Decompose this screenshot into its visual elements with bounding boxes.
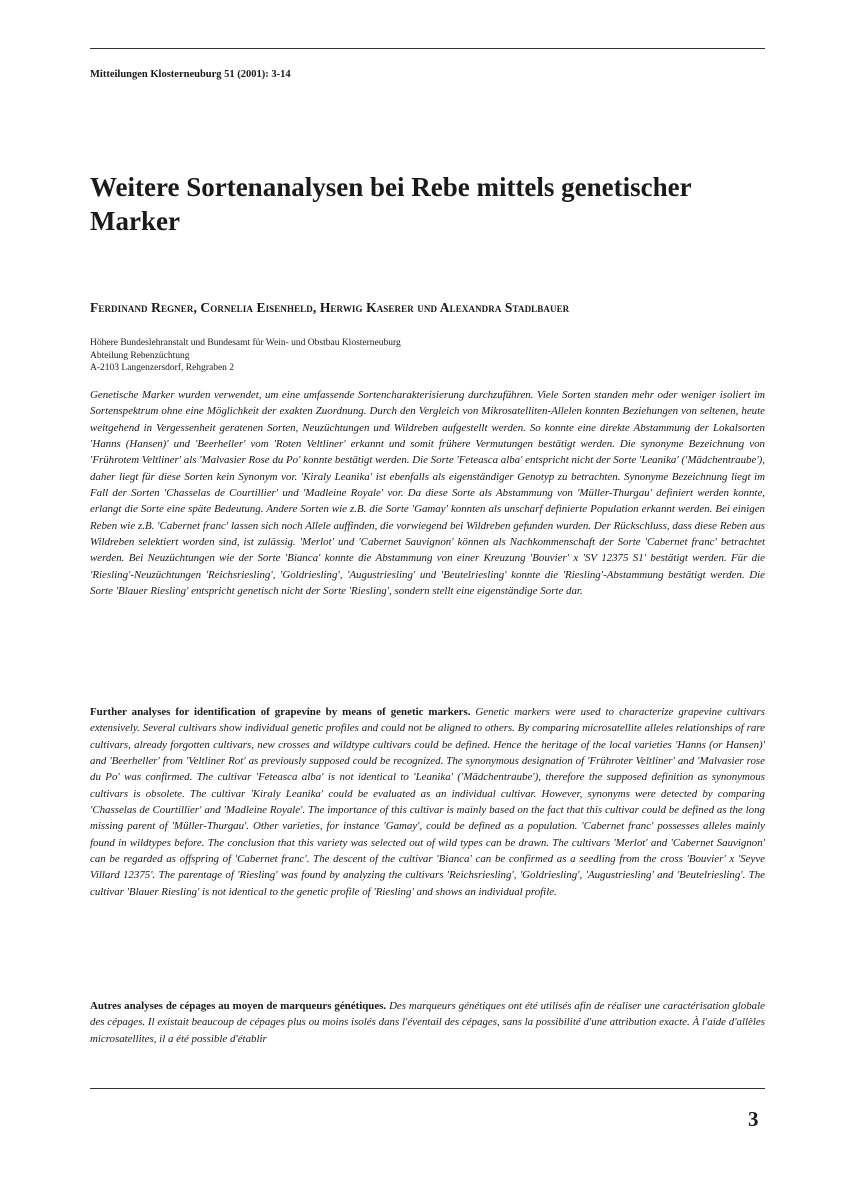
page-number: 3 (748, 1107, 759, 1131)
affiliation (90, 337, 401, 375)
article-title: Weitere Sortenanalysen bei Rebe mittels genetischer Marker (90, 172, 692, 236)
affiliation-institution: Höhere Bundeslehranstalt und Bundesamt für Wein- und Obstbau Klosterneuburg (90, 338, 401, 348)
abstract-english-heading: Further analyses for identification of grapevine by means of genetic markers. (90, 706, 471, 718)
affiliation-department: Abteilung Rebenzüchtung (90, 350, 190, 361)
abstract-english (90, 704, 765, 900)
abstract-german: Genetische Marker wurden verwendet, um eine umfassende Sortencharakterisierung durchzuführen. Viele Sorten standen mehr oder weniger isoliert im Sortenspektrum ohne eine Möglichkeit der exakten Zuordnung. Durch den Vergleich von Mikrosatelliten-Allelen konnten Beziehungen von seltenen, heute weitgehend in Vergessenheit geratenen Sorten, Neuzüchtungen und Wildreben aufgestellt werden. So konnte eine direkte Abstammung der Lokalsorten 'Hanns (Hansen)' und 'Beerheller' vom 'Roten Veltliner' erkannt und somit frühere Vermutungen bestätigt werden. Die synonyme Bezeichnung von 'Frührotem Veltliner' als 'Malvasier Rose du Po' konnte bestätigt werden. Die Sorte 'Feteasca alba' entspricht nicht der Sorte 'Leanika' ('Mädchentraube'), daher liegt für diese Sorten kein Synonym vor. 'Kiraly Leanika' ist ebenfalls als eigenständiger Genotyp zu betrachten. Synonyme Bezeichnung liegt im Fall der Sorten 'Chasselas de Courtillier' und 'Madleine Royale' vor. Da diese Sorte als Abstammung von 'Müller-Thurgau' definiert werden konnte, erlangt die Sorte eine späte Bedeutung. Andere Sorten wie z.B. die Sorte 'Gamay' konnten als unscharf definierte Population erkannt werden. Bei einigen Reben wie z.B. 'Cabernet franc' lassen sich noch Allele auffinden, die vorwiegend bei Wildreben gefunden wurden. Der Rückschluss, dass diese Reben aus Wildreben selektiert worden sind, ist zulässig. 'Merlot' und 'Cabernet Sauvignon' können als Nachkommenschaft der Sorte 'Cabernet franc' betrachtet werden. Bei Neuzüchtungen wie der Sorte 'Bianca' konnte die Abstammung von einer Kreuzung 'Bouvier' x 'SV 12375 S1' bestätigt werden. Für die 'Riesling'-Neuzüchtungen 'Reichsriesling', 'Goldriesling', 'Augustriesling' und 'Beutelriesling' konnte die 'Riesling'-Abstammung bestätigt werden. Die Sorte 'Blauer Riesling' entspricht genetisch nicht der Sorte 'Riesling', sondern stellt eine eigenständige Sorte dar. (90, 389, 765, 598)
abstract-english-body: Genetic markers were used to characterize grapevine cultivars extensively. Several cultivars show individual genetic profiles and could not be aligned to others. By comparing microsatellite alleles relationships of rare cultivars, already forgotten cultivars, new crosses and wildtype cultivars could be defined. Hence the heritage of the local varieties 'Hanns (or Hansen)' and 'Beerheller' from 'Veltliner Rot' as previously supposed could be recognized. The synonymous designation of 'Frühroter Veltliner' and 'Malvasier rose du Po' was confirmed. The cultivar 'Feteasca alba' is not identical to 'Leanika' ('Mädchentraube'), therefore the supposed definition as synonymous cultivars is obsolete. The cultivar 'Kiraly Leanika' could be evaluated as an individual cultivar. However, synonyms were detected by comparing 'Chasselas de Courtillier' and 'Madleine Royale'. The importance of this cultivar is mainly based on the fact that this cultivar could be defined as the long missing parent of 'Müller-Thurgau'. Other varieties, for instance 'Gamay', could be defined as a population. 'Cabernet franc' possesses alleles mainly found in wildtypes before. The conclusion that this variety was selected out of wild types can be drawn. The cultivars 'Merlot' and 'Cabernet Sauvignon' can be regarded as offspring of 'Cabernet franc'. The descent of the cultivar 'Bianca' can be confirmed as a seedling from the cross 'Bouvier' x 'Seyve Villard 12375'. The parentage of 'Riesling' was found by analyzing the cultivars 'Reichsriesling', 'Goldriesling', 'Augustriesling' and 'Beutelriesling'. The cultivar 'Blauer Riesling' is not identical to the genetic profile of 'Riesling' and shows an individual profile. (90, 706, 765, 898)
journal-citation: Mitteilungen Klosterneuburg 51 (2001): 3-14 (90, 69, 291, 80)
affiliation-address: A-2103 Langenzersdorf, Rehgraben 2 (90, 363, 235, 373)
bottom-rule (90, 1088, 765, 1089)
abstract-french-body: Des marqueurs génétiques ont été utilisés afin de réaliser une caractérisation globale des cépages. Il existait beaucoup de cépages plus ou moins isolés dans l'éventail des cépages, sans la possibilité d'une attribution exacte. À l'aide d'allèles microsatellites, il a été possible d'établir (90, 1000, 765, 1045)
abstract-french-heading: Autres analyses de cépages au moyen de marqueurs génétiques. (90, 1000, 387, 1012)
author-list: Ferdinand Regner, Cornelia Eisenheld, Herwig Kaserer und Alexandra Stadlbauer (90, 300, 570, 315)
abstract-french (90, 998, 765, 1047)
top-rule (90, 48, 765, 49)
